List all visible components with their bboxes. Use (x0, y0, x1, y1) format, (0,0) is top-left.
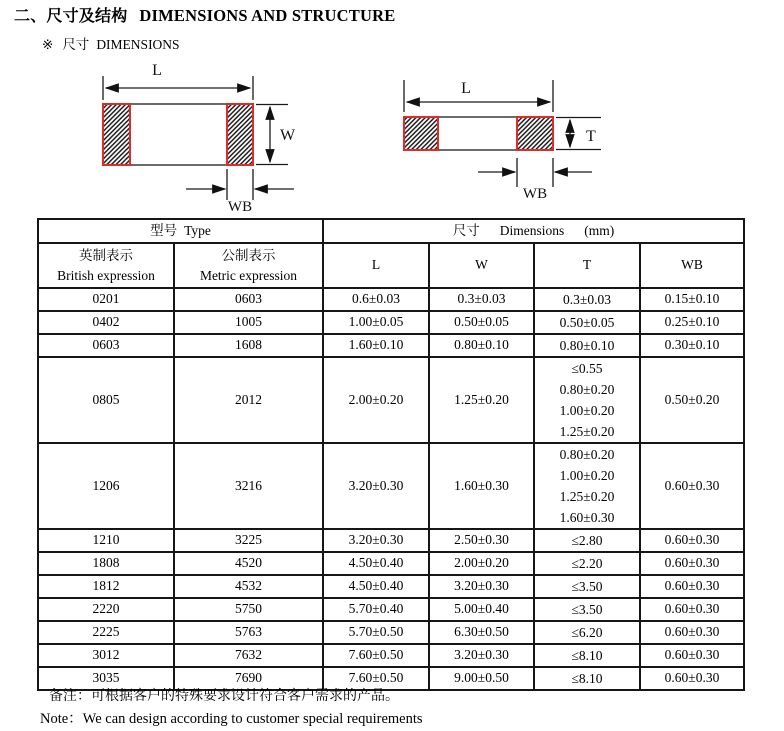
cell-thickness (534, 598, 640, 621)
cell-british: 1210 (38, 529, 174, 552)
thickness-value: 0.3±0.03 (563, 292, 611, 307)
cell-length: 4.50±0.40 (323, 575, 429, 598)
cell-band: 0.60±0.30 (640, 529, 744, 552)
cell-british: 2220 (38, 598, 174, 621)
cell-thickness (534, 334, 640, 357)
cell-thickness (534, 311, 640, 334)
thickness-value: ≤0.55 (571, 361, 603, 376)
thickness-value: 0.80±0.20 (559, 447, 615, 462)
table-row (38, 552, 744, 575)
cell-length: 5.70±0.40 (323, 598, 429, 621)
cell-band: 0.60±0.30 (640, 443, 744, 529)
col-header-metric-zh: 公制表示 (221, 247, 276, 263)
cell-thickness (534, 667, 640, 690)
cell-width: 2.00±0.20 (429, 552, 534, 575)
dimensions-table-body (38, 288, 744, 690)
table-row (38, 443, 744, 529)
cell-width: 9.00±0.50 (429, 667, 534, 690)
table-row (38, 575, 744, 598)
cell-metric: 2012 (174, 357, 323, 443)
cell-metric: 7690 (174, 667, 323, 690)
type-group-zh: 型号 (150, 222, 178, 238)
side-view-diagram (404, 80, 601, 202)
left-terminal-electrode-side (404, 117, 438, 150)
cell-length: 4.50±0.40 (323, 552, 429, 575)
cell-thickness (534, 288, 640, 311)
table-row (38, 334, 744, 357)
thickness-value: 1.00±0.20 (559, 468, 615, 483)
cell-british: 3012 (38, 644, 174, 667)
top-view-diagram (103, 62, 296, 215)
cell-metric: 4532 (174, 575, 323, 598)
cell-metric: 5763 (174, 621, 323, 644)
cell-band: 0.30±0.10 (640, 334, 744, 357)
table-row (38, 644, 744, 667)
cell-width: 0.50±0.05 (429, 311, 534, 334)
cell-length: 7.60±0.50 (323, 667, 429, 690)
cell-width: 6.30±0.50 (429, 621, 534, 644)
thickness-value: ≤8.10 (571, 671, 603, 686)
col-header-band: WB (640, 243, 744, 288)
cell-thickness (534, 357, 640, 443)
subsection-title-en: DIMENSIONS (96, 37, 180, 52)
cell-band: 0.60±0.30 (640, 598, 744, 621)
cell-thickness (534, 443, 640, 529)
side-view-length-label: L (461, 80, 471, 97)
cell-length: 3.20±0.30 (323, 443, 429, 529)
cell-width: 0.3±0.03 (429, 288, 534, 311)
note-en: Note：We can design according to customer special requirements (40, 711, 423, 727)
cell-thickness (534, 552, 640, 575)
thickness-value: ≤3.50 (571, 602, 603, 617)
col-header-british-en: British expression (57, 267, 155, 283)
thickness-value: ≤6.20 (571, 625, 603, 640)
cell-metric: 5750 (174, 598, 323, 621)
cell-metric: 3225 (174, 529, 323, 552)
top-view-width-label: W (280, 127, 296, 144)
subsection-title (42, 33, 180, 53)
note-zh: 备注：可根据客户的特殊要求设计符合客户需求的产品。 (49, 689, 399, 704)
dimensions-group-en: Dimensions (499, 222, 565, 238)
type-group-header (38, 219, 323, 243)
cell-length: 0.6±0.03 (323, 288, 429, 311)
side-view-thickness-label: T (586, 128, 596, 145)
thickness-value: ≤2.80 (571, 533, 603, 548)
left-terminal-electrode (103, 104, 130, 165)
col-header-length: L (323, 243, 429, 288)
cell-band: 0.60±0.30 (640, 575, 744, 598)
thickness-value: 0.80±0.20 (559, 382, 615, 397)
thickness-value: ≤8.10 (571, 648, 603, 663)
col-header-metric (174, 243, 323, 288)
thickness-value: 1.25±0.20 (559, 489, 615, 504)
cell-british: 1206 (38, 443, 174, 529)
top-view-band-label: WB (227, 199, 253, 215)
cell-band: 0.60±0.30 (640, 621, 744, 644)
cell-british: 3035 (38, 667, 174, 690)
cell-metric: 7632 (174, 644, 323, 667)
cell-british: 0201 (38, 288, 174, 311)
table-column-header-row (38, 243, 744, 288)
cell-width: 2.50±0.30 (429, 529, 534, 552)
table-row (38, 288, 744, 311)
right-terminal-electrode (227, 104, 253, 165)
cell-band: 0.25±0.10 (640, 311, 744, 334)
type-group-en: Type (184, 222, 211, 238)
notes (40, 686, 423, 730)
cell-width: 0.80±0.10 (429, 334, 534, 357)
col-header-metric-en: Metric expression (199, 267, 298, 283)
cell-length: 3.20±0.30 (323, 529, 429, 552)
cell-length: 5.70±0.50 (323, 621, 429, 644)
cell-band: 0.60±0.30 (640, 644, 744, 667)
cell-british: 0402 (38, 311, 174, 334)
cell-width: 3.20±0.30 (429, 575, 534, 598)
dimension-diagrams (0, 55, 784, 217)
cell-british: 0603 (38, 334, 174, 357)
col-header-width: W (429, 243, 534, 288)
cell-british: 1808 (38, 552, 174, 575)
dimensions-group-zh: 尺寸 (452, 222, 480, 238)
cell-length: 1.60±0.10 (323, 334, 429, 357)
thickness-value: 0.80±0.10 (559, 338, 615, 353)
section-title-en: DIMENSIONS AND STRUCTURE (139, 6, 396, 25)
cell-metric: 4520 (174, 552, 323, 575)
cell-band: 0.50±0.20 (640, 357, 744, 443)
cell-metric: 1005 (174, 311, 323, 334)
cell-band: 0.60±0.30 (640, 552, 744, 575)
cell-width: 1.60±0.30 (429, 443, 534, 529)
cell-thickness (534, 621, 640, 644)
dimensions-group-unit: (mm) (584, 222, 615, 238)
side-view-band-label: WB (522, 186, 548, 202)
cell-metric: 0603 (174, 288, 323, 311)
cell-british: 2225 (38, 621, 174, 644)
thickness-value: 1.25±0.20 (559, 424, 615, 439)
cell-band: 0.15±0.10 (640, 288, 744, 311)
col-header-thickness: T (534, 243, 640, 288)
cell-metric: 1608 (174, 334, 323, 357)
reference-mark-icon: ※ (42, 37, 54, 52)
col-header-british-zh: 英制表示 (79, 247, 133, 263)
top-view-length-label: L (152, 62, 162, 79)
thickness-value: ≤3.50 (571, 579, 603, 594)
cell-length: 2.00±0.20 (323, 357, 429, 443)
table-row (38, 529, 744, 552)
cell-british: 0805 (38, 357, 174, 443)
thickness-value: 1.00±0.20 (559, 403, 615, 418)
section-title (14, 3, 395, 26)
cell-metric: 3216 (174, 443, 323, 529)
subsection-title-zh: 尺寸 (62, 37, 90, 52)
cell-width: 5.00±0.40 (429, 598, 534, 621)
cell-british: 1812 (38, 575, 174, 598)
table-row (38, 357, 744, 443)
cell-thickness (534, 644, 640, 667)
table-group-header-row (38, 219, 744, 243)
cell-length: 1.00±0.05 (323, 311, 429, 334)
table-row (38, 598, 744, 621)
thickness-value: ≤2.20 (571, 556, 603, 571)
cell-width: 1.25±0.20 (429, 357, 534, 443)
cell-width: 3.20±0.30 (429, 644, 534, 667)
cell-thickness (534, 529, 640, 552)
table-row (38, 621, 744, 644)
table-row (38, 311, 744, 334)
cell-thickness (534, 575, 640, 598)
col-header-british (38, 243, 174, 288)
dimensions-table (37, 218, 745, 691)
cell-band: 0.60±0.30 (640, 667, 744, 690)
thickness-value: 0.50±0.05 (559, 315, 615, 330)
right-terminal-electrode-side (517, 117, 553, 150)
cell-length: 7.60±0.50 (323, 644, 429, 667)
section-title-zh: 二、尺寸及结构 (14, 8, 128, 25)
dimensions-group-header (323, 219, 744, 243)
thickness-value: 1.60±0.30 (559, 510, 615, 525)
